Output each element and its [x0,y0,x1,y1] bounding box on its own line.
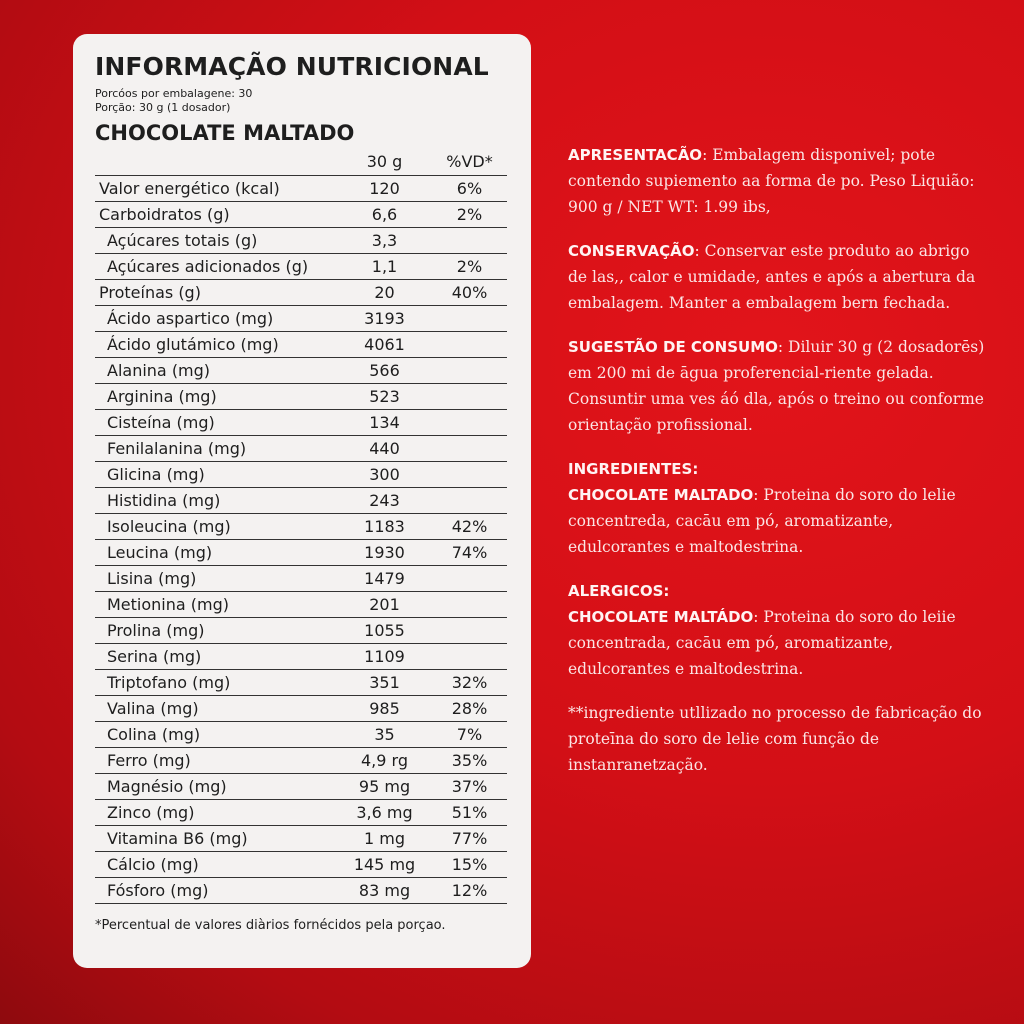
nutrient-amount: 83 mg [337,878,432,904]
nutrient-daily-value: 2% [432,254,507,280]
nutrient-row [95,800,507,826]
nutrient-daily-value [432,436,507,462]
usage-section [568,334,988,438]
nutrient-name: Histidina (mg) [95,488,337,514]
nutrient-name: Açúcares adicionados (g) [95,254,337,280]
nutrient-row [95,670,507,696]
nutrient-name: Proteínas (g) [95,280,337,306]
servings-per-package: Porcóos por embalagene: 30 [95,87,253,100]
nutrient-daily-value: 28% [432,696,507,722]
nutrient-row [95,722,507,748]
nutrient-name: Metionina (mg) [95,592,337,618]
nutrient-amount: 134 [337,410,432,436]
nutrient-daily-value [432,332,507,358]
nutrient-amount: 4,9 rg [337,748,432,774]
conservation-label: CONSERVAÇÃO [568,242,695,260]
ingredients-label: CHOCOLATE MALTADO [568,486,754,504]
nutrient-daily-value: 77% [432,826,507,852]
nutrient-daily-value [432,566,507,592]
nutrient-name: Zinco (mg) [95,800,337,826]
nutrient-name: Cisteína (mg) [95,410,337,436]
nutrient-amount: 1,1 [337,254,432,280]
nutrient-daily-value [432,306,507,332]
nutrition-table [95,147,507,904]
nutrient-name: Triptofano (mg) [95,670,337,696]
nutrient-amount: 566 [337,358,432,384]
ingredients-heading: INGREDIENTES: [568,460,699,478]
nutrient-amount: 35 [337,722,432,748]
nutrient-amount: 120 [337,176,432,202]
nutrient-amount: 985 [337,696,432,722]
nutrient-amount: 1055 [337,618,432,644]
nutrient-daily-value: 12% [432,878,507,904]
nutrient-daily-value: 42% [432,514,507,540]
nutrient-amount: 351 [337,670,432,696]
table-header-row [95,147,507,176]
nutrient-name: Alanina (mg) [95,358,337,384]
nutrient-row [95,878,507,904]
nutrient-name: Fenilalanina (mg) [95,436,337,462]
nutrient-amount: 20 [337,280,432,306]
nutrient-amount: 1183 [337,514,432,540]
nutrient-name: Arginina (mg) [95,384,337,410]
nutrient-daily-value: 35% [432,748,507,774]
nutrient-daily-value [432,384,507,410]
nutrient-column-header [95,147,337,176]
nutrient-amount: 440 [337,436,432,462]
nutrient-daily-value: 74% [432,540,507,566]
nutrient-name: Leucina (mg) [95,540,337,566]
nutrient-row [95,176,507,202]
nutrient-daily-value: 37% [432,774,507,800]
nutrient-row [95,410,507,436]
nutrient-daily-value [432,488,507,514]
allergens-section [568,578,988,682]
nutrient-row [95,332,507,358]
nutrient-name: Carboidratos (g) [95,202,337,228]
ingredients-text: : Proteina do soro do lelie concentreda, cacāu em pó, aromatizante, edulcorantes e maltodestrina. [568,486,956,556]
nutrient-row [95,384,507,410]
nutrient-row [95,618,507,644]
nutrient-name: Cálcio (mg) [95,852,337,878]
nutrient-name: Fósforo (mg) [95,878,337,904]
ingredients-section [568,456,988,560]
nutrient-daily-value: 32% [432,670,507,696]
nutrient-row [95,228,507,254]
nutrient-name: Colina (mg) [95,722,337,748]
allergens-text: : Proteina do soro do leiie concentrada, cacāu em pó, aromatizante, edulcorantes e maltodestrina. [568,608,956,678]
conservation-text: : Conservar este produto ao abrigo de las,, calor e umidade, antes e após a abertura da embalagem. Manter a embalagem bern fechada. [568,242,976,312]
nutrient-name: Vitamina B6 (mg) [95,826,337,852]
nutrient-name: Valina (mg) [95,696,337,722]
product-info [568,142,988,796]
nutrient-daily-value: 40% [432,280,507,306]
nutrient-amount: 6,6 [337,202,432,228]
nutrient-name: Isoleucina (mg) [95,514,337,540]
nutrient-row [95,644,507,670]
nutrient-amount: 4061 [337,332,432,358]
nutrient-amount: 243 [337,488,432,514]
nutrient-name: Ácido aspartico (mg) [95,306,337,332]
presentation-section [568,142,988,220]
nutrient-row [95,566,507,592]
dv-column-header: %VD* [432,147,507,176]
nutrient-name: Lisina (mg) [95,566,337,592]
nutrient-daily-value [432,358,507,384]
nutrient-row [95,826,507,852]
nutrient-name: Açúcares totais (g) [95,228,337,254]
nutrient-amount: 523 [337,384,432,410]
amount-column-header: 30 g [337,147,432,176]
nutrient-amount: 3,3 [337,228,432,254]
conservation-section [568,238,988,316]
nutrient-row [95,514,507,540]
allergens-label: CHOCOLATE MALTÁDO [568,608,754,626]
nutrient-daily-value: 51% [432,800,507,826]
nutrient-amount: 201 [337,592,432,618]
nutrient-daily-value [432,592,507,618]
nutrient-daily-value: 7% [432,722,507,748]
nutrient-daily-value: 2% [432,202,507,228]
nutrient-name: Glicina (mg) [95,462,337,488]
presentation-text: : Embalagem disponivel; pote contendo supiemento aa forma de po. Peso Liquião: 900 g / NET WT: 1.99 ibs, [568,146,975,216]
product-name: CHOCOLATE MALTADO [95,121,355,145]
nutrient-daily-value: 15% [432,852,507,878]
nutrient-row [95,358,507,384]
usage-label: SUGESTÃO DE CONSUMO [568,338,778,356]
panel-title: INFORMAÇÃO NUTRICIONAL [95,52,489,81]
nutrient-name: Serina (mg) [95,644,337,670]
nutrient-row [95,306,507,332]
nutrient-amount: 1109 [337,644,432,670]
nutrient-daily-value: 6% [432,176,507,202]
serving-size: Porção: 30 g (1 dosador) [95,101,231,114]
nutrient-name: Valor energético (kcal) [95,176,337,202]
nutrient-row [95,696,507,722]
presentation-label: APRESENTACÃO [568,146,703,164]
nutrient-row [95,748,507,774]
nutrient-amount: 95 mg [337,774,432,800]
nutrient-rows [95,176,507,904]
nutrient-row [95,540,507,566]
nutrient-name: Ferro (mg) [95,748,337,774]
nutrient-daily-value [432,618,507,644]
nutrient-row [95,592,507,618]
nutrient-row [95,462,507,488]
nutrient-amount: 3,6 mg [337,800,432,826]
nutrient-name: Magnésio (mg) [95,774,337,800]
nutrient-daily-value [432,228,507,254]
nutrient-row [95,436,507,462]
daily-value-footnote: *Percentual de valores diàrios fornécidos pela porçao. [95,918,446,933]
nutrient-amount: 3193 [337,306,432,332]
nutrient-amount: 1479 [337,566,432,592]
nutrient-row [95,852,507,878]
nutrient-amount: 1 mg [337,826,432,852]
nutrient-daily-value [432,644,507,670]
nutrient-row [95,280,507,306]
allergens-heading: ALERGICOS: [568,582,670,600]
nutrient-amount: 300 [337,462,432,488]
nutrition-facts-panel [73,34,531,968]
processing-note: **ingrediente utllizado no processo de fabricação do proteīna do soro de lelie com função de instanranetzação. [568,704,982,774]
nutrient-name: Prolina (mg) [95,618,337,644]
nutrient-name: Ácido glutámico (mg) [95,332,337,358]
nutrient-row [95,488,507,514]
nutrient-daily-value [432,462,507,488]
nutrient-row [95,774,507,800]
nutrient-amount: 145 mg [337,852,432,878]
nutrient-row [95,202,507,228]
nutrient-amount: 1930 [337,540,432,566]
usage-text: : Diluir 30 g (2 dosadorēs) em 200 mi de āgua proferencial-riente gelada. Consuntir uma ves áó dla, após o treino ou conforme orientação profissional. [568,338,985,434]
nutrient-row [95,254,507,280]
nutrient-daily-value [432,410,507,436]
